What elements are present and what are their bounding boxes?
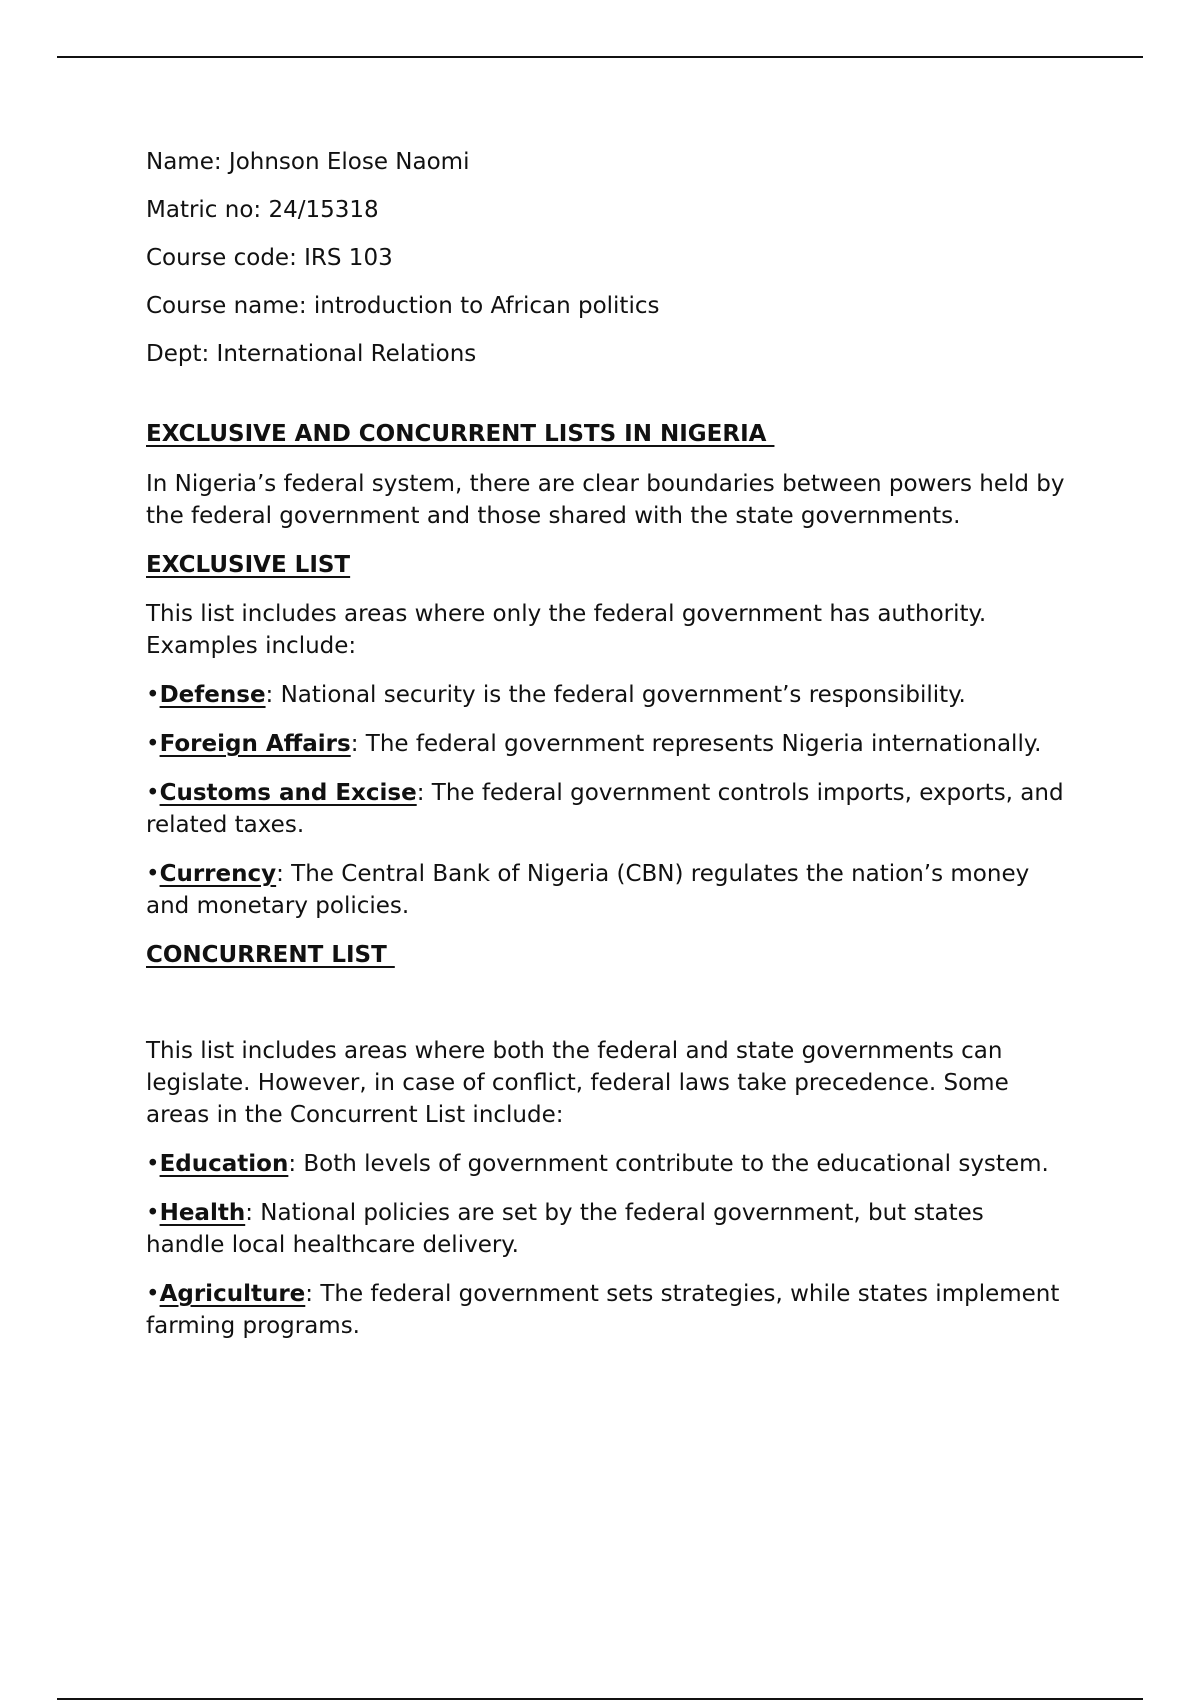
exclusive-description: This list includes areas where only the federal government has authority. Examples include: [146, 601, 987, 659]
list-item-text: : National policies are set by the federal government, but states handle local healthcare delivery. [146, 1200, 984, 1258]
bullet-glyph: • [146, 1281, 160, 1307]
header-rule [57, 56, 1143, 58]
list-item-term: Foreign Affairs [159, 731, 351, 757]
course-code: Course code: IRS 103 [146, 245, 393, 271]
list-item-text: : National security is the federal government’s responsibility. [265, 682, 966, 708]
list-item-term: Customs and Excise [159, 780, 417, 806]
list-item [146, 1148, 1066, 1180]
main-heading: EXCLUSIVE AND CONCURRENT LISTS IN NIGERIA [146, 421, 775, 447]
list-item [146, 858, 1066, 922]
bullet-glyph: • [146, 861, 160, 887]
list-item-text: : The federal government sets strategies, while states implement farming programs. [146, 1281, 1060, 1339]
course-name: Course name: introduction to African politics [146, 293, 660, 319]
bullet-glyph: • [146, 682, 160, 708]
bullet-glyph: • [146, 1200, 160, 1226]
list-item-term: Agriculture [159, 1281, 306, 1307]
list-item-text: : The federal government controls imports, exports, and related taxes. [146, 780, 1064, 838]
bullet-glyph: • [146, 780, 160, 806]
list-item-term: Currency [159, 861, 277, 887]
concurrent-heading: CONCURRENT LIST [146, 942, 395, 968]
list-item-term: Defense [159, 682, 266, 708]
student-name: Name: Johnson Elose Naomi [146, 149, 470, 175]
list-item-text: : The federal government represents Nigeria internationally. [350, 731, 1042, 757]
exclusive-heading: EXCLUSIVE LIST [146, 552, 351, 578]
intro-paragraph: In Nigeria’s federal system, there are clear boundaries between powers held by the federal government and those shared with the state governments. [146, 471, 1065, 529]
list-item-text: : Both levels of government contribute to the educational system. [288, 1151, 1049, 1177]
concurrent-description: This list includes areas where both the federal and state governments can legislate. However, in case of conflict, federal laws take precedence. Some areas in the Concurrent List include: [146, 1038, 1009, 1128]
student-info [146, 146, 1066, 370]
department: Dept: International Relations [146, 341, 477, 367]
bullet-glyph: • [146, 731, 160, 757]
list-item [146, 777, 1066, 841]
list-item [146, 679, 1066, 711]
list-item-term: Education [159, 1151, 289, 1177]
document-body [146, 146, 1066, 1359]
list-item-term: Health [159, 1200, 246, 1226]
matric-number: Matric no: 24/15318 [146, 197, 379, 223]
list-item [146, 1197, 1066, 1261]
list-item-text: : The Central Bank of Nigeria (CBN) regulates the nation’s money and monetary policies. [146, 861, 1030, 919]
bullet-glyph: • [146, 1151, 160, 1177]
list-item [146, 1278, 1066, 1342]
list-item [146, 728, 1066, 760]
